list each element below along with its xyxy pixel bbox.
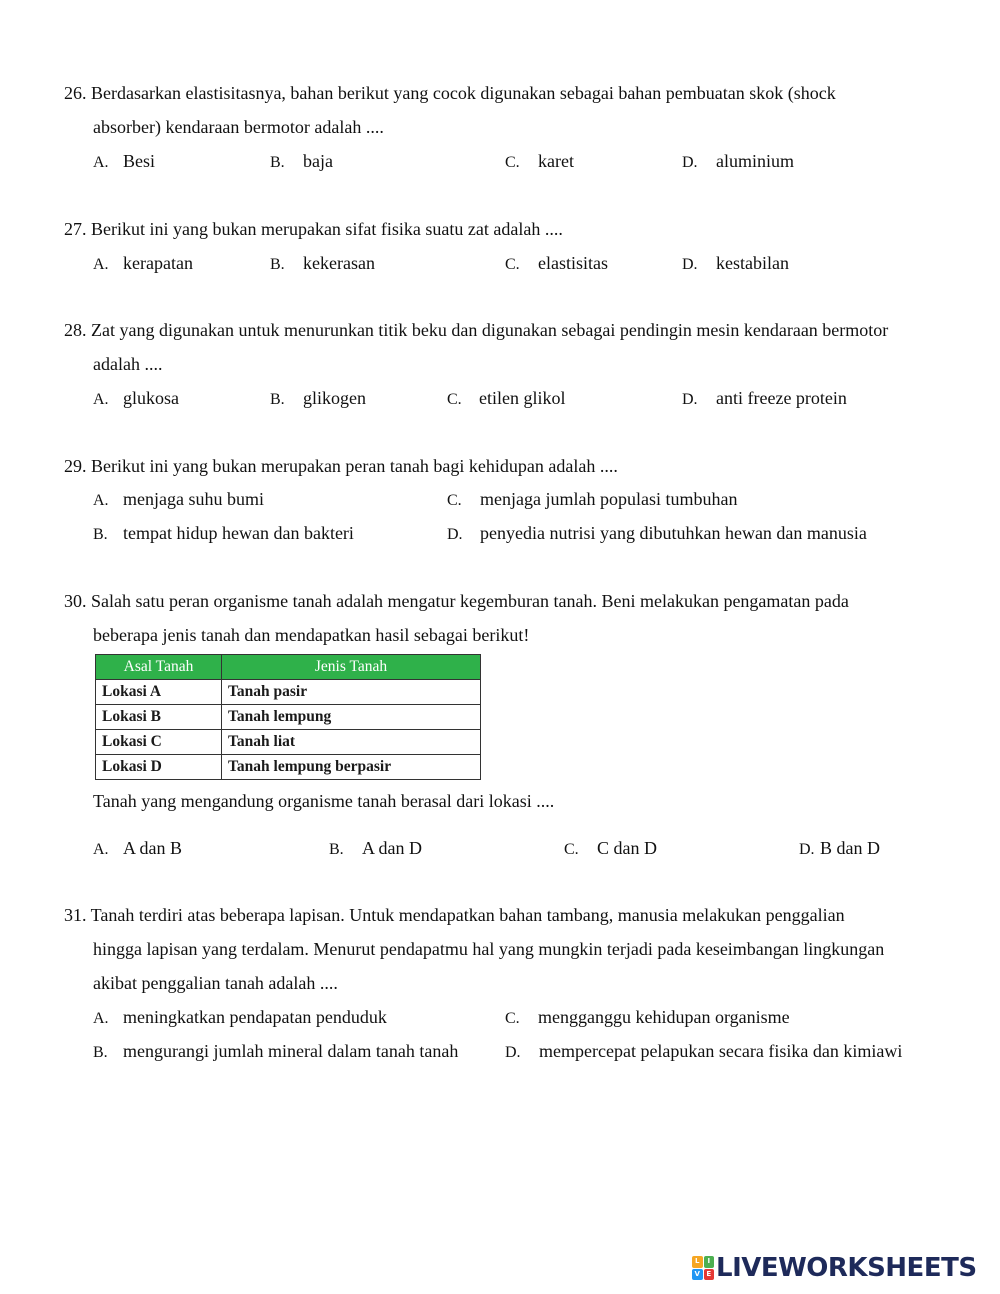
table-header-asal-tanah: Asal Tanah xyxy=(96,655,222,680)
table-row xyxy=(96,680,481,705)
option-letter: B. xyxy=(270,391,285,408)
option-text: penyedia nutrisi yang dibutuhkan hewan dan manusia xyxy=(480,523,867,543)
q29-option-d[interactable] xyxy=(447,523,867,545)
option-letter: D. xyxy=(682,154,698,171)
table-cell-location: Lokasi B xyxy=(96,705,222,730)
option-letter: D. xyxy=(682,256,698,273)
option-text: B dan D xyxy=(820,838,880,858)
q26-stem-line1: 26. Berdasarkan elastisitasnya, bahan berikut yang cocok digunakan sebagai bahan pembuatan skok (shock xyxy=(64,83,836,103)
option-text: elastisitas xyxy=(538,253,608,273)
liveworksheets-logo-icon: L I V E xyxy=(692,1256,714,1280)
q29-stem-line1: 29. Berikut ini yang bukan merupakan peran tanah bagi kehidupan adalah .... xyxy=(64,456,618,476)
option-text: glikogen xyxy=(303,388,366,408)
q26-option-d[interactable] xyxy=(682,151,794,173)
option-letter: C. xyxy=(505,1010,520,1027)
option-text: karet xyxy=(538,151,574,171)
option-letter: B. xyxy=(270,256,285,273)
option-letter: D. xyxy=(682,391,698,408)
q27-option-b[interactable] xyxy=(270,253,375,275)
option-letter: B. xyxy=(93,1044,108,1061)
option-letter: D. xyxy=(799,841,815,858)
option-text: mempercepat pelapukan secara fisika dan kimiawi xyxy=(539,1041,903,1061)
q27-option-d[interactable] xyxy=(682,253,789,275)
q26-option-b[interactable] xyxy=(270,151,333,173)
q31-option-b[interactable] xyxy=(93,1041,458,1063)
option-text: etilen glikol xyxy=(479,388,566,408)
q30-option-c[interactable] xyxy=(564,838,657,860)
q27-option-c[interactable] xyxy=(505,253,608,275)
option-text: menjaga jumlah populasi tumbuhan xyxy=(480,489,738,509)
option-letter: A. xyxy=(93,492,109,509)
table-row xyxy=(96,730,481,755)
q30-stem-line2: beberapa jenis tanah dan mendapatkan hasil sebagai berikut! xyxy=(93,625,530,645)
option-text: kestabilan xyxy=(716,253,789,273)
table-cell-soil-type: Tanah pasir xyxy=(222,680,481,705)
option-text: glukosa xyxy=(123,388,179,408)
table-row xyxy=(96,755,481,780)
option-letter: A. xyxy=(93,256,109,273)
option-letter: A. xyxy=(93,154,109,171)
table-header-jenis-tanah: Jenis Tanah xyxy=(222,655,481,680)
option-text: meningkatkan pendapatan penduduk xyxy=(123,1007,387,1027)
q29-option-a[interactable] xyxy=(93,489,264,511)
q31-stem-line1: 31. Tanah terdiri atas beberapa lapisan. Untuk mendapatkan bahan tambang, manusia melakukan penggalian xyxy=(64,905,845,925)
table-header-row xyxy=(96,655,481,680)
option-text: tempat hidup hewan dan bakteri xyxy=(123,523,354,543)
option-letter: A. xyxy=(93,841,109,858)
q28-stem-line1: 28. Zat yang digunakan untuk menurunkan titik beku dan digunakan sebagai pendingin mesin kendaraan bermotor xyxy=(64,320,889,340)
q28-stem-line2: adalah .... xyxy=(93,354,163,374)
q28-option-a[interactable] xyxy=(93,388,179,410)
table-cell-soil-type: Tanah lempung berpasir xyxy=(222,755,481,780)
option-text: A dan D xyxy=(362,838,422,858)
liveworksheets-logo xyxy=(692,1253,977,1283)
option-text: menjaga suhu bumi xyxy=(123,489,264,509)
q26-option-c[interactable] xyxy=(505,151,574,173)
q30-option-a[interactable] xyxy=(93,838,182,860)
option-letter: D. xyxy=(447,526,463,543)
option-text: A dan B xyxy=(123,838,183,858)
q28-option-b[interactable] xyxy=(270,388,366,410)
table-row xyxy=(96,705,481,730)
table-cell-location: Lokasi A xyxy=(96,680,222,705)
option-letter: B. xyxy=(93,526,108,543)
option-text: kerapatan xyxy=(123,253,193,273)
table-cell-soil-type: Tanah liat xyxy=(222,730,481,755)
option-text: Besi xyxy=(123,151,156,171)
option-letter: C. xyxy=(447,391,462,408)
q31-option-c[interactable] xyxy=(505,1007,790,1029)
option-letter: B. xyxy=(270,154,285,171)
q31-option-d[interactable] xyxy=(505,1041,902,1063)
option-text: mengurangi jumlah mineral dalam tanah tanah xyxy=(123,1041,459,1061)
option-letter: B. xyxy=(329,841,344,858)
q27-stem-line1: 27. Berikut ini yang bukan merupakan sifat fisika suatu zat adalah .... xyxy=(64,219,563,239)
q30-stem-line1: 30. Salah satu peran organisme tanah adalah mengatur kegemburan tanah. Beni melakukan pengamatan pada xyxy=(64,591,849,611)
option-letter: C. xyxy=(564,841,579,858)
option-letter: D. xyxy=(505,1044,521,1061)
option-text: baja xyxy=(303,151,333,171)
q26-stem-line2: absorber) kendaraan bermotor adalah .... xyxy=(93,117,384,137)
option-letter: A. xyxy=(93,1010,109,1027)
q28-option-d[interactable] xyxy=(682,388,847,410)
option-letter: C. xyxy=(505,256,520,273)
q28-option-c[interactable] xyxy=(447,388,565,410)
option-letter: A. xyxy=(93,391,109,408)
option-text: anti freeze protein xyxy=(716,388,847,408)
table-cell-location: Lokasi D xyxy=(96,755,222,780)
option-letter: C. xyxy=(447,492,462,509)
option-text: mengganggu kehidupan organisme xyxy=(538,1007,790,1027)
table-cell-location: Lokasi C xyxy=(96,730,222,755)
option-letter: C. xyxy=(505,154,520,171)
q30-option-d[interactable] xyxy=(799,838,880,860)
table-cell-soil-type: Tanah lempung xyxy=(222,705,481,730)
q31-option-a[interactable] xyxy=(93,1007,387,1029)
q30-option-b[interactable] xyxy=(329,838,422,860)
q29-option-b[interactable] xyxy=(93,523,354,545)
q31-stem-line2: hingga lapisan yang terdalam. Menurut pendapatmu hal yang mungkin terjadi pada keseimbangan lingkungan xyxy=(93,939,885,959)
q27-option-a[interactable] xyxy=(93,253,193,275)
option-text: C dan D xyxy=(597,838,657,858)
option-text: kekerasan xyxy=(303,253,375,273)
soil-observation-table xyxy=(95,654,481,780)
q29-option-c[interactable] xyxy=(447,489,737,511)
option-text: aluminium xyxy=(716,151,794,171)
liveworksheets-logo-text: LIVEWORKSHEETS xyxy=(716,1253,977,1283)
q30-followup: Tanah yang mengandung organisme tanah berasal dari lokasi .... xyxy=(93,791,555,811)
q31-stem-line3: akibat penggalian tanah adalah .... xyxy=(93,973,338,993)
q26-option-a[interactable] xyxy=(93,151,155,173)
